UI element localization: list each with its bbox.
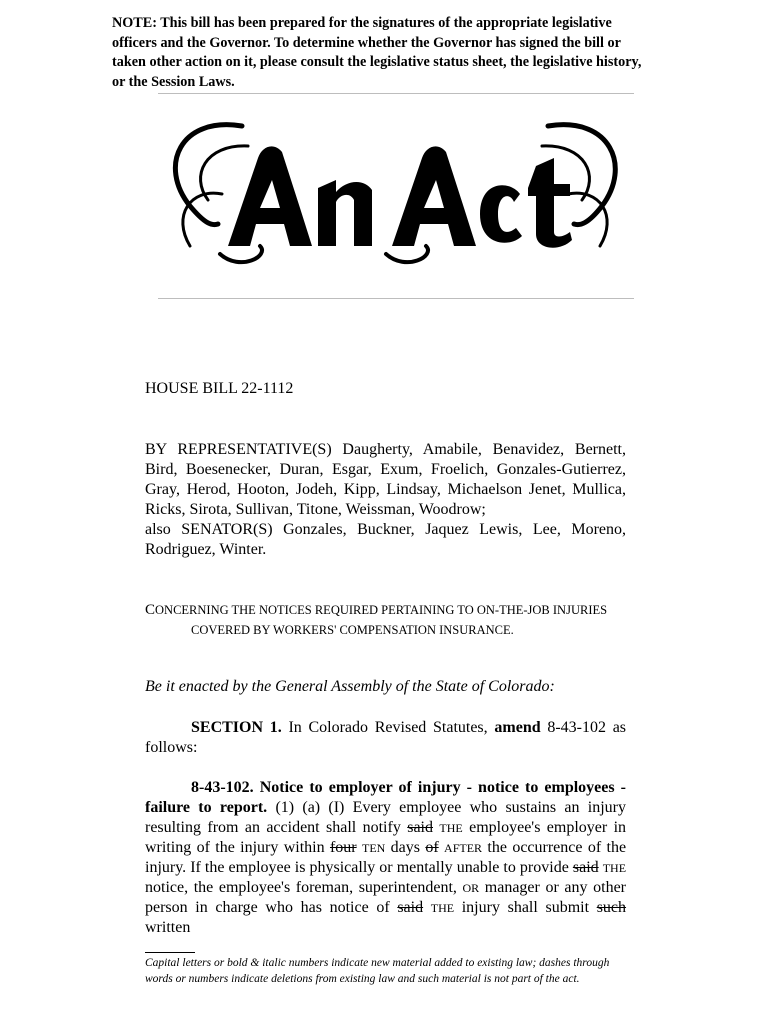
deleted-text: four <box>329 839 357 856</box>
deleted-text: said <box>572 859 599 876</box>
sponsors-senators: also SENATOR(S) Gonzales, Buckner, Jaquez Lewis, Lee, Moreno, Rodriguez, Winter. <box>145 521 626 558</box>
concerning-title <box>145 600 635 640</box>
statute-t7: injury shall submit <box>461 899 590 916</box>
statute-t2: employee's employer in writing of the injury within <box>145 819 627 856</box>
concerning-line-1 <box>145 600 635 620</box>
statute-t3: days <box>390 839 420 856</box>
deleted-text: said <box>407 819 433 836</box>
an-act-blackletter-logo-icon <box>150 96 640 296</box>
inserted-text: OR <box>462 881 480 895</box>
section-1-amend: amend <box>494 719 541 736</box>
statute-t1: (1) (a) (I) Every employee who sustains an injury resulting from an accident shall notify <box>145 799 626 836</box>
section-1 <box>145 718 626 758</box>
concerning-first-letter: C <box>145 602 156 618</box>
inserted-text: THE <box>430 901 455 915</box>
section-1-text-after: 8-43-102 as follows: <box>145 719 627 756</box>
inserted-text: TEN <box>361 841 386 855</box>
statute-t4: the occurrence of the injury. If the employee is physically or mentally unable to provide <box>145 839 627 876</box>
sponsors-representatives: BY REPRESENTATIVE(S) Daugherty, Amabile, Benavidez, Bernett, Bird, Boesenecker, Duran, Esgar, Exum, Froelich, Gonzales-Gutierrez, Gray, Herod, Hooton, Jodeh, Kipp, Lindsay, Michaelson Jenet, Mullica, Ricks, Sirota, Sullivan, Titone, Weissman, Woodrow; <box>145 441 626 518</box>
concerning-line-1-text: ONCERNING THE NOTICES REQUIRED PERTAINING TO ON-THE-JOB INJURIES <box>155 603 608 617</box>
section-1-text-before: In Colorado Revised Statutes, <box>288 719 488 736</box>
statute-heading: 8-43-102. Notice to employer of injury - notice to employees - failure to report. <box>145 779 626 816</box>
statute-t5: notice, the employee's foreman, superintendent, <box>145 879 457 896</box>
footnote-rule <box>145 952 195 953</box>
concerning-line-2: COVERED BY WORKERS' COMPENSATION INSURANCE. <box>191 623 514 637</box>
divider-top <box>158 93 634 94</box>
legislative-note: NOTE: This bill has been prepared for the signatures of the appropriate legislative officers and the Governor. To determine whether the Governor has signed the bill or taken other action on it, please consult the legislative status sheet, the legislative history, or the Session Laws. <box>112 15 642 90</box>
inserted-text: THE <box>602 861 627 875</box>
divider-bottom <box>158 298 634 299</box>
deleted-text: of <box>425 839 439 856</box>
statute-t8: written <box>145 919 191 936</box>
statute-text <box>145 778 626 938</box>
section-1-heading: SECTION 1. <box>191 719 282 736</box>
deleted-text: such <box>596 899 627 916</box>
inserted-text: AFTER <box>444 841 483 855</box>
bill-number: HOUSE BILL 22-1112 <box>145 380 294 397</box>
deleted-text: said <box>397 899 424 916</box>
an-act-logo <box>150 96 640 296</box>
sponsors <box>145 440 626 560</box>
enacting-clause: Be it enacted by the General Assembly of the State of Colorado: <box>145 678 555 695</box>
footnote: Capital letters or bold & italic numbers indicate new material added to existing law; dashes through words or numbers indicate deletions from existing law and such material is not part of the act. <box>145 957 610 985</box>
statute-t6: manager or any other person in charge who has notice of <box>145 879 626 916</box>
inserted-text: THE <box>439 821 463 835</box>
